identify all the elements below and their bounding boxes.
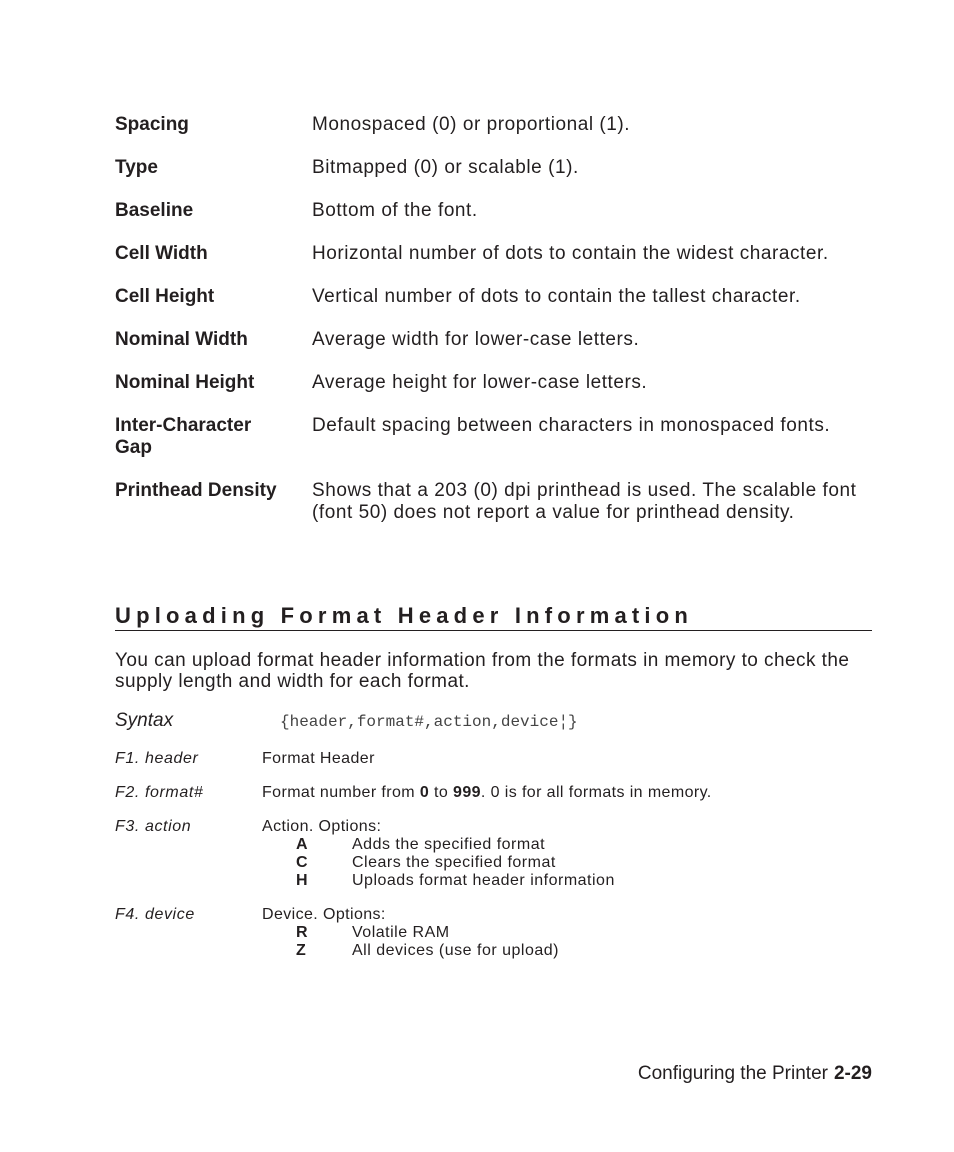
definition-desc: Vertical number of dots to contain the tallest character.: [312, 286, 801, 307]
field-body: [262, 906, 875, 960]
option-desc: Uploads format header information: [352, 872, 615, 889]
field-name: F2. format#: [115, 784, 204, 801]
field-f3: [115, 818, 875, 890]
field-body: [262, 818, 875, 890]
range-max: 999: [453, 784, 481, 801]
syntax-line: [115, 710, 875, 734]
option-row: [262, 872, 875, 890]
definition-term: Cell Height: [115, 286, 215, 307]
field-desc-text: . 0 is for all formats in memory.: [480, 784, 712, 801]
field-desc: Format Header: [262, 750, 375, 767]
definition-desc: Horizontal number of dots to contain the widest character.: [312, 243, 829, 264]
definition-term: Printhead Density: [115, 480, 277, 501]
field-desc: [262, 784, 875, 802]
intro-paragraph: You can upload format header information from the formats in memory to check the supply length and width for each format.: [115, 650, 850, 692]
option-desc: Clears the specified format: [352, 854, 556, 871]
option-row: [262, 942, 875, 960]
definition-row: [115, 157, 875, 179]
definition-term: Nominal Height: [115, 372, 255, 393]
definition-term: Cell Width: [115, 243, 208, 264]
option-row: [262, 854, 875, 872]
field-name: F3. action: [115, 818, 192, 835]
definition-term: Nominal Width: [115, 329, 248, 350]
page-number: 2-29: [833, 1063, 872, 1084]
option-desc: Adds the specified format: [352, 836, 546, 853]
definition-row: [115, 415, 875, 459]
definition-list: [115, 114, 875, 545]
definition-row: [115, 372, 875, 394]
option-code: Z: [296, 942, 307, 959]
definition-desc: Shows that a 203 (0) dpi printhead is used. The scalable font (font 50) does not report a value for printhead density.: [312, 480, 857, 523]
field-name: F1. header: [115, 750, 199, 767]
option-desc: All devices (use for upload): [352, 942, 559, 959]
option-row: [262, 836, 875, 854]
page-footer: [638, 1063, 872, 1085]
definition-row: [115, 243, 875, 265]
section-heading: Uploading Format Header Information: [115, 603, 872, 631]
definition-desc: Average width for lower-case letters.: [312, 329, 640, 350]
footer-title: Configuring the Printer: [637, 1063, 828, 1084]
definition-desc: Default spacing between characters in monospaced fonts.: [312, 415, 831, 436]
definition-row: [115, 114, 875, 136]
syntax-label: Syntax: [115, 710, 174, 731]
option-code: C: [296, 854, 308, 871]
field-desc: Action. Options:: [262, 818, 382, 835]
range-min: 0: [419, 784, 430, 801]
definition-term: Baseline: [115, 200, 194, 221]
option-desc: Volatile RAM: [352, 924, 450, 941]
option-row: [262, 924, 875, 942]
definition-term: Inter-Character Gap: [115, 415, 252, 458]
option-code: H: [296, 872, 308, 889]
field-list: [115, 750, 875, 976]
field-desc-text: Format number from: [262, 784, 420, 801]
field-name: F4. device: [115, 906, 195, 923]
definition-term: Spacing: [115, 114, 189, 135]
definition-desc: Bottom of the font.: [312, 200, 478, 221]
definition-row: [115, 286, 875, 308]
field-f1: [115, 750, 875, 768]
definition-row: [115, 200, 875, 222]
field-desc: Device. Options:: [262, 906, 386, 923]
definition-desc: Bitmapped (0) or scalable (1).: [312, 157, 579, 178]
option-code: A: [296, 836, 308, 853]
definition-term: Type: [115, 157, 158, 178]
field-f4: [115, 906, 875, 960]
definition-row: [115, 329, 875, 351]
definition-row: [115, 480, 875, 524]
definition-desc: Average height for lower-case letters.: [312, 372, 648, 393]
field-desc-text: to: [429, 784, 454, 801]
field-f2: [115, 784, 875, 802]
definition-desc: Monospaced (0) or proportional (1).: [312, 114, 631, 135]
syntax-code: {header,format#,action,device¦}: [280, 713, 578, 731]
option-code: R: [296, 924, 308, 941]
